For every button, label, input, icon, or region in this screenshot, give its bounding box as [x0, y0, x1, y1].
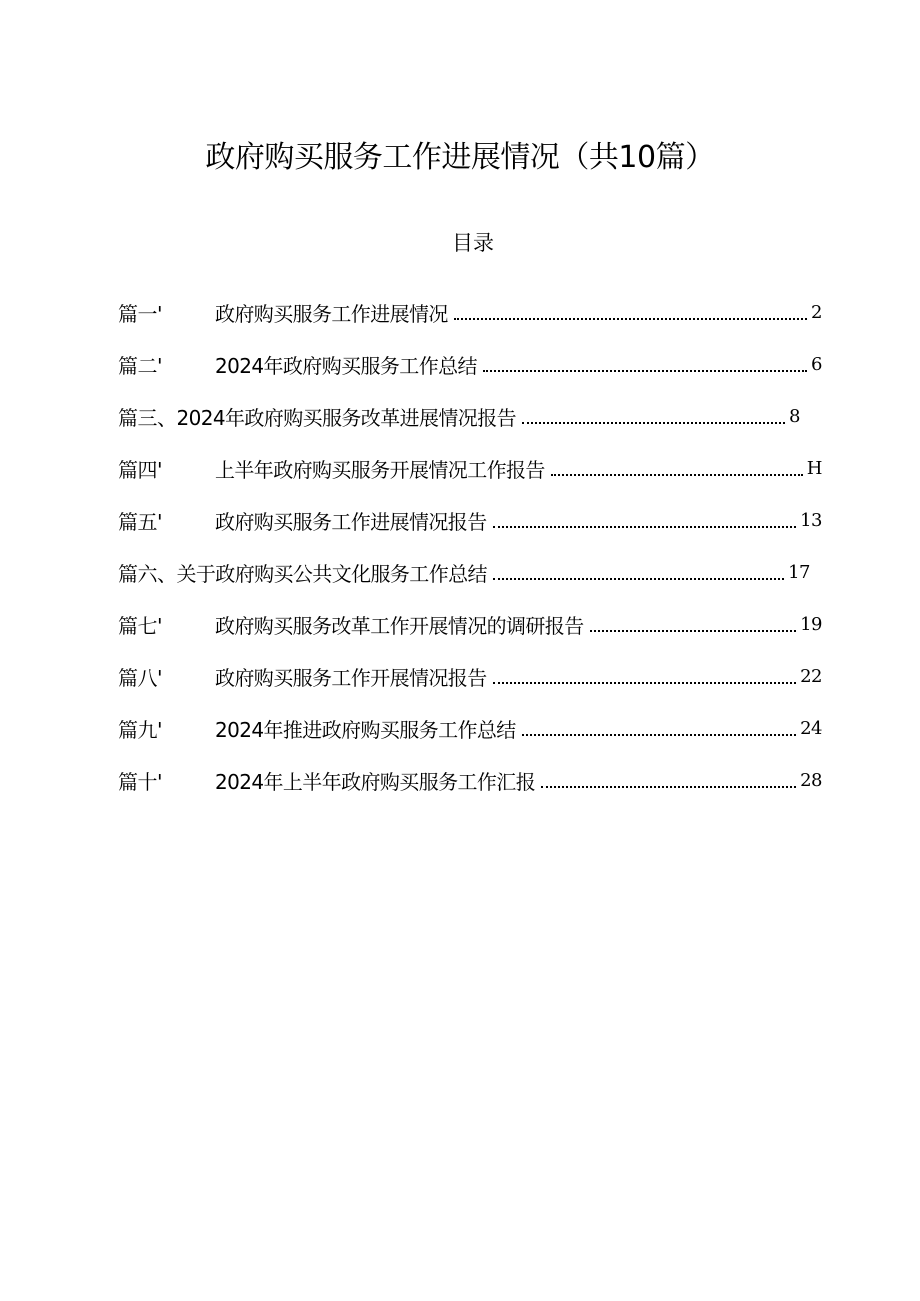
- toc-dot-leader: [493, 578, 784, 580]
- toc-entry-title: 政府购买服务工作进展情况报告: [215, 509, 487, 534]
- toc-entry-4[interactable]: [118, 442, 822, 494]
- toc-entry-page: 8: [789, 405, 800, 427]
- toc-entry-title: 2024年政府购买服务改革进展情况报告: [176, 405, 516, 430]
- document-title: 政府购买服务工作进展情况（共10篇）: [205, 140, 715, 175]
- toc-dot-leader: [551, 474, 803, 476]
- toc-entry-3[interactable]: [118, 390, 800, 442]
- toc-entry-title: 关于政府购买公共文化服务工作总结: [176, 561, 487, 586]
- toc-entry-prefix: 篇八': [118, 665, 162, 690]
- toc-dot-leader: [454, 318, 807, 320]
- toc-entry-title: 政府购买服务工作开展情况报告: [215, 665, 487, 690]
- toc-entry-title: 政府购买服务工作进展情况: [215, 301, 448, 326]
- toc-dot-leader: [483, 370, 807, 372]
- toc-entry-5[interactable]: [118, 494, 822, 546]
- toc-entry-6[interactable]: [118, 546, 810, 598]
- toc-entry-10[interactable]: [118, 754, 822, 806]
- toc-entry-page: 22: [800, 665, 822, 687]
- toc-entry-page: 19: [800, 613, 822, 635]
- toc-entry-prefix: 篇四': [118, 457, 162, 482]
- toc-dot-leader: [590, 630, 796, 632]
- toc-entry-1[interactable]: [118, 286, 822, 338]
- toc-entry-title: 政府购买服务改革工作开展情况的调研报告: [215, 613, 584, 638]
- toc-entry-page: 28: [800, 769, 822, 791]
- toc-entry-page: 13: [800, 509, 822, 531]
- toc-entry-page: 6: [811, 353, 822, 375]
- toc-entry-prefix: 篇六、: [118, 561, 177, 586]
- toc-entry-title: 2024年政府购买服务工作总结: [215, 353, 477, 378]
- toc-entry-title: 2024年上半年政府购买服务工作汇报: [215, 769, 536, 794]
- toc-heading: 目录: [452, 231, 494, 255]
- toc-entry-prefix: 篇九': [118, 717, 162, 742]
- toc-entry-page: 2: [811, 301, 822, 323]
- toc-entry-title: 2024年推进政府购买服务工作总结: [215, 717, 516, 742]
- toc-entry-prefix: 篇二': [118, 353, 162, 378]
- toc-entry-9[interactable]: [118, 702, 822, 754]
- toc-entry-8[interactable]: [118, 650, 822, 702]
- toc-entry-page: 24: [800, 717, 822, 739]
- toc-entry-prefix: 篇五': [118, 509, 162, 534]
- toc-entry-2[interactable]: [118, 338, 822, 390]
- toc-dot-leader: [541, 786, 796, 788]
- toc-dot-leader: [493, 526, 796, 528]
- toc-entry-prefix: 篇一': [118, 301, 162, 326]
- toc-entry-page: 17: [788, 561, 810, 583]
- toc-entry-page: H: [806, 457, 822, 479]
- toc-entry-prefix: 篇七': [118, 613, 162, 638]
- toc-dot-leader: [522, 422, 785, 424]
- table-of-contents: [118, 286, 822, 806]
- toc-dot-leader: [522, 734, 796, 736]
- toc-entry-title: 上半年政府购买服务开展情况工作报告: [215, 457, 545, 482]
- toc-entry-7[interactable]: [118, 598, 822, 650]
- toc-entry-prefix: 篇三、: [118, 405, 177, 430]
- toc-dot-leader: [493, 682, 796, 684]
- toc-entry-prefix: 篇十': [118, 769, 162, 794]
